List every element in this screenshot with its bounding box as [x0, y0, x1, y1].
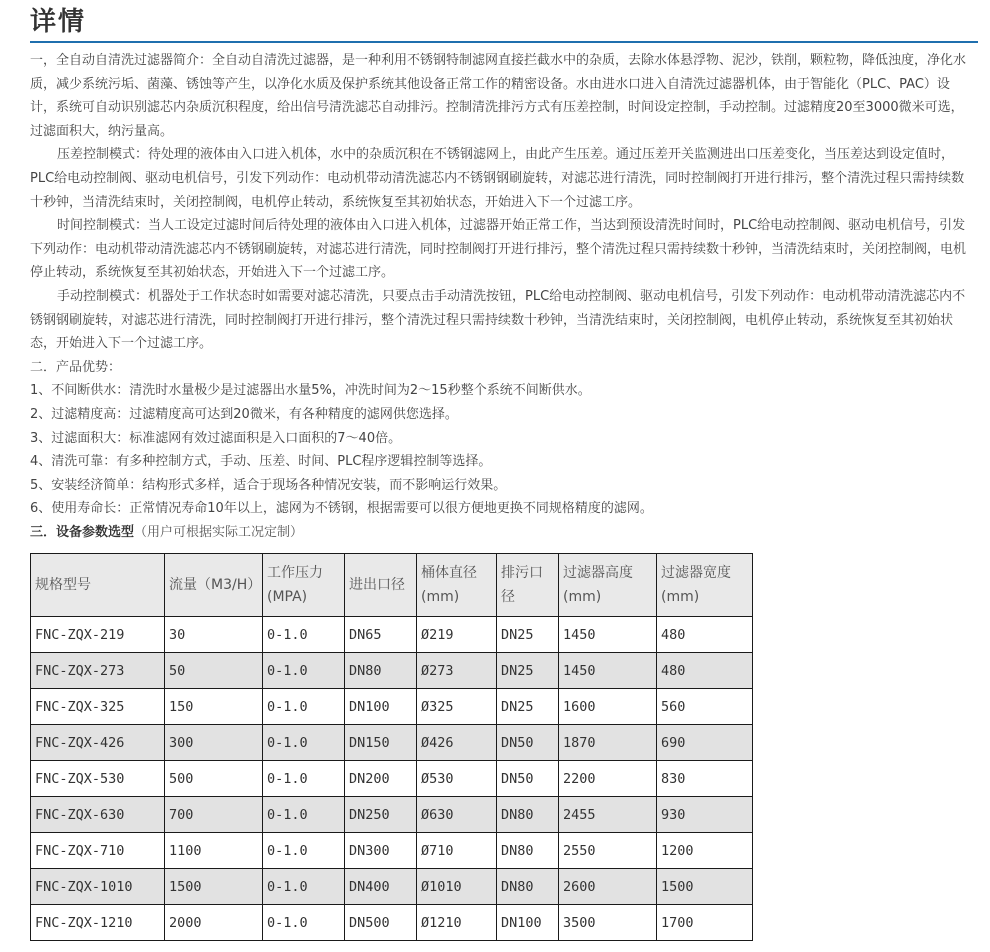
cell-flow: 500	[165, 761, 263, 797]
cell-height: 2455	[559, 797, 657, 833]
cell-model: FNC-ZQX-325	[31, 689, 165, 725]
cell-height: 1450	[559, 653, 657, 689]
cell-height: 2550	[559, 833, 657, 869]
cell-pressure: 0-1.0	[263, 689, 345, 725]
cell-model: FNC-ZQX-710	[31, 833, 165, 869]
header-port: 进出口径	[345, 554, 417, 617]
cell-diameter: Ø219	[417, 617, 497, 653]
cell-drain: DN25	[497, 617, 559, 653]
cell-diameter: Ø530	[417, 761, 497, 797]
table-row	[31, 653, 753, 689]
spec-heading-line	[30, 521, 975, 545]
intro-paragraph: 一，全自动自清洗过滤器简介：全自动自清洗过滤器，是一种利用不锈钢特制滤网直接拦截水中的杂质，去除水体悬浮物、泥沙，铁削，颗粒物，降低浊度，净化水质，减少系统污垢、菌藻、锈蚀等产生，以净化水质及保护系统其他设备正常工作的精密设备。水由进水口进入自清洗过滤器机体，由于智能化（PLC、PAC）设计，系统可自动识别滤芯内杂质沉积程度，给出信号清洗滤芯自动排污。控制清洗排污方式有压差控制，时间设定控制，手动控制。过滤精度20至3000微米可选，过滤面积大，纳污量高。	[30, 53, 967, 139]
cell-drain: DN25	[497, 689, 559, 725]
cell-flow: 1100	[165, 833, 263, 869]
cell-port: DN150	[345, 725, 417, 761]
page-title: 详情	[30, 7, 87, 37]
cell-port: DN100	[345, 689, 417, 725]
cell-drain: DN100	[497, 905, 559, 941]
cell-port: DN200	[345, 761, 417, 797]
cell-pressure: 0-1.0	[263, 833, 345, 869]
cell-width: 1500	[657, 869, 753, 905]
table-row	[31, 797, 753, 833]
header-drain: 排污口径	[497, 554, 559, 617]
cell-width: 930	[657, 797, 753, 833]
cell-port: DN400	[345, 869, 417, 905]
cell-diameter: Ø273	[417, 653, 497, 689]
cell-port: DN65	[345, 617, 417, 653]
cell-pressure: 0-1.0	[263, 617, 345, 653]
cell-port: DN300	[345, 833, 417, 869]
title-divider	[30, 41, 978, 43]
cell-diameter: Ø1010	[417, 869, 497, 905]
cell-width: 1200	[657, 833, 753, 869]
cell-port: DN500	[345, 905, 417, 941]
cell-diameter: Ø426	[417, 725, 497, 761]
header-pressure: 工作压力(MPA)	[263, 554, 345, 617]
header-diameter: 桶体直径(mm)	[417, 554, 497, 617]
mode-pressure-paragraph: 压差控制模式：待处理的液体由入口进入机体，水中的杂质沉积在不锈钢滤网上，由此产生压差。通过压差开关监测进出口压差变化，当压差达到设定值时，PLC给电动控制阀、驱动电机信号，引发下列动作：电动机带动清洗滤芯内不锈钢钢刷旋转，对滤芯进行清洗，同时控制阀打开进行排污，整个清洗过程只需持续数十秒钟，当清洗结束时，关闭控制阀，电机停止转动，系统恢复至其初始状态，开始进入下一个过滤工序。	[30, 147, 965, 210]
cell-diameter: Ø710	[417, 833, 497, 869]
header-width: 过滤器宽度(mm)	[657, 554, 753, 617]
spec-heading: 三．设备参数选型	[30, 524, 135, 540]
advantage-item: 5、安装经济简单：结构形式多样，适合于现场各种情况安装，而不影响运行效果。	[30, 477, 507, 493]
cell-drain: DN80	[497, 833, 559, 869]
spec-table	[30, 553, 753, 941]
cell-drain: DN50	[497, 761, 559, 797]
cell-flow: 50	[165, 653, 263, 689]
cell-flow: 150	[165, 689, 263, 725]
cell-pressure: 0-1.0	[263, 905, 345, 941]
mode-manual-paragraph: 手动控制模式：机器处于工作状态时如需要对滤芯清洗，只要点击手动清洗按钮，PLC给电动控制阀、驱动电机信号，引发下列动作：电动机带动清洗滤芯内不锈钢钢刷旋转，对滤芯进行清洗，同时控制阀打开进行排污，整个清洗过程只需持续数十秒钟，当清洗结束时，关闭控制阀，电机停止转动，系统恢复至其初始状态，开始进入下一个过滤工序。	[30, 288, 966, 352]
advantages-heading: 二．产品优势：	[30, 359, 122, 375]
cell-diameter: Ø1210	[417, 905, 497, 941]
table-row	[31, 905, 753, 941]
cell-diameter: Ø325	[417, 689, 497, 725]
advantage-item: 3、过滤面积大：标准滤网有效过滤面积是入口面积的7～40倍。	[30, 430, 402, 446]
cell-pressure: 0-1.0	[263, 725, 345, 761]
advantage-item: 4、清洗可靠：有多种控制方式，手动、压差、时间、PLC程序逻辑控制等选择。	[30, 454, 492, 470]
table-row	[31, 833, 753, 869]
spec-header-row	[31, 554, 753, 617]
cell-pressure: 0-1.0	[263, 869, 345, 905]
cell-model: FNC-ZQX-273	[31, 653, 165, 689]
cell-model: FNC-ZQX-219	[31, 617, 165, 653]
cell-model: FNC-ZQX-1210	[31, 905, 165, 941]
table-row	[31, 617, 753, 653]
table-row	[31, 725, 753, 761]
spec-note: （用户可根据实际工况定制）	[134, 524, 304, 540]
cell-model: FNC-ZQX-530	[31, 761, 165, 797]
advantage-item: 6、使用寿命长：正常情况寿命10年以上，滤网为不锈钢，根据需要可以很方便地更换不同规格精度的滤网。	[30, 501, 653, 517]
cell-drain: DN80	[497, 797, 559, 833]
table-row	[31, 761, 753, 797]
cell-width: 830	[657, 761, 753, 797]
cell-port: DN250	[345, 797, 417, 833]
cell-height: 3500	[559, 905, 657, 941]
cell-height: 2200	[559, 761, 657, 797]
header-model: 规格型号	[31, 554, 165, 617]
mode-time-paragraph: 时间控制模式：当人工设定过滤时间后待处理的液体由入口进入机体，过滤器开始正常工作，当达到预设清洗时间时，PLC给电动控制阀、驱动电机信号，引发下列动作：电动机带动清洗滤芯内不锈钢刷旋转，对滤芯进行清洗，同时控制阀打开进行排污，整个清洗过程只需持续数十秒钟，当清洗结束时，关闭控制阀，电机停止转动，系统恢复至其初始状态，开始进入下一个过滤工序。	[30, 218, 967, 281]
cell-flow: 30	[165, 617, 263, 653]
cell-width: 560	[657, 689, 753, 725]
table-row	[31, 689, 753, 725]
header-flow: 流量（M3/H）	[165, 554, 263, 617]
cell-port: DN80	[345, 653, 417, 689]
cell-drain: DN25	[497, 653, 559, 689]
cell-height: 1600	[559, 689, 657, 725]
cell-pressure: 0-1.0	[263, 761, 345, 797]
cell-flow: 300	[165, 725, 263, 761]
cell-diameter: Ø630	[417, 797, 497, 833]
cell-width: 480	[657, 617, 753, 653]
advantage-item: 1、不间断供水：清洗时水量极少是过滤器出水量5%，冲洗时间为2～15秒整个系统不间断供水。	[30, 383, 591, 399]
cell-height: 1870	[559, 725, 657, 761]
cell-pressure: 0-1.0	[263, 797, 345, 833]
cell-flow: 700	[165, 797, 263, 833]
cell-height: 1450	[559, 617, 657, 653]
cell-flow: 1500	[165, 869, 263, 905]
cell-width: 480	[657, 653, 753, 689]
cell-pressure: 0-1.0	[263, 653, 345, 689]
cell-model: FNC-ZQX-630	[31, 797, 165, 833]
cell-width: 1700	[657, 905, 753, 941]
cell-flow: 2000	[165, 905, 263, 941]
cell-width: 690	[657, 725, 753, 761]
table-row	[31, 869, 753, 905]
cell-model: FNC-ZQX-1010	[31, 869, 165, 905]
cell-height: 2600	[559, 869, 657, 905]
cell-model: FNC-ZQX-426	[31, 725, 165, 761]
header-height: 过滤器高度(mm)	[559, 554, 657, 617]
cell-drain: DN80	[497, 869, 559, 905]
detail-content	[30, 49, 975, 544]
cell-drain: DN50	[497, 725, 559, 761]
advantage-item: 2、过滤精度高：过滤精度高可达到20微米，有各种精度的滤网供您选择。	[30, 406, 458, 422]
